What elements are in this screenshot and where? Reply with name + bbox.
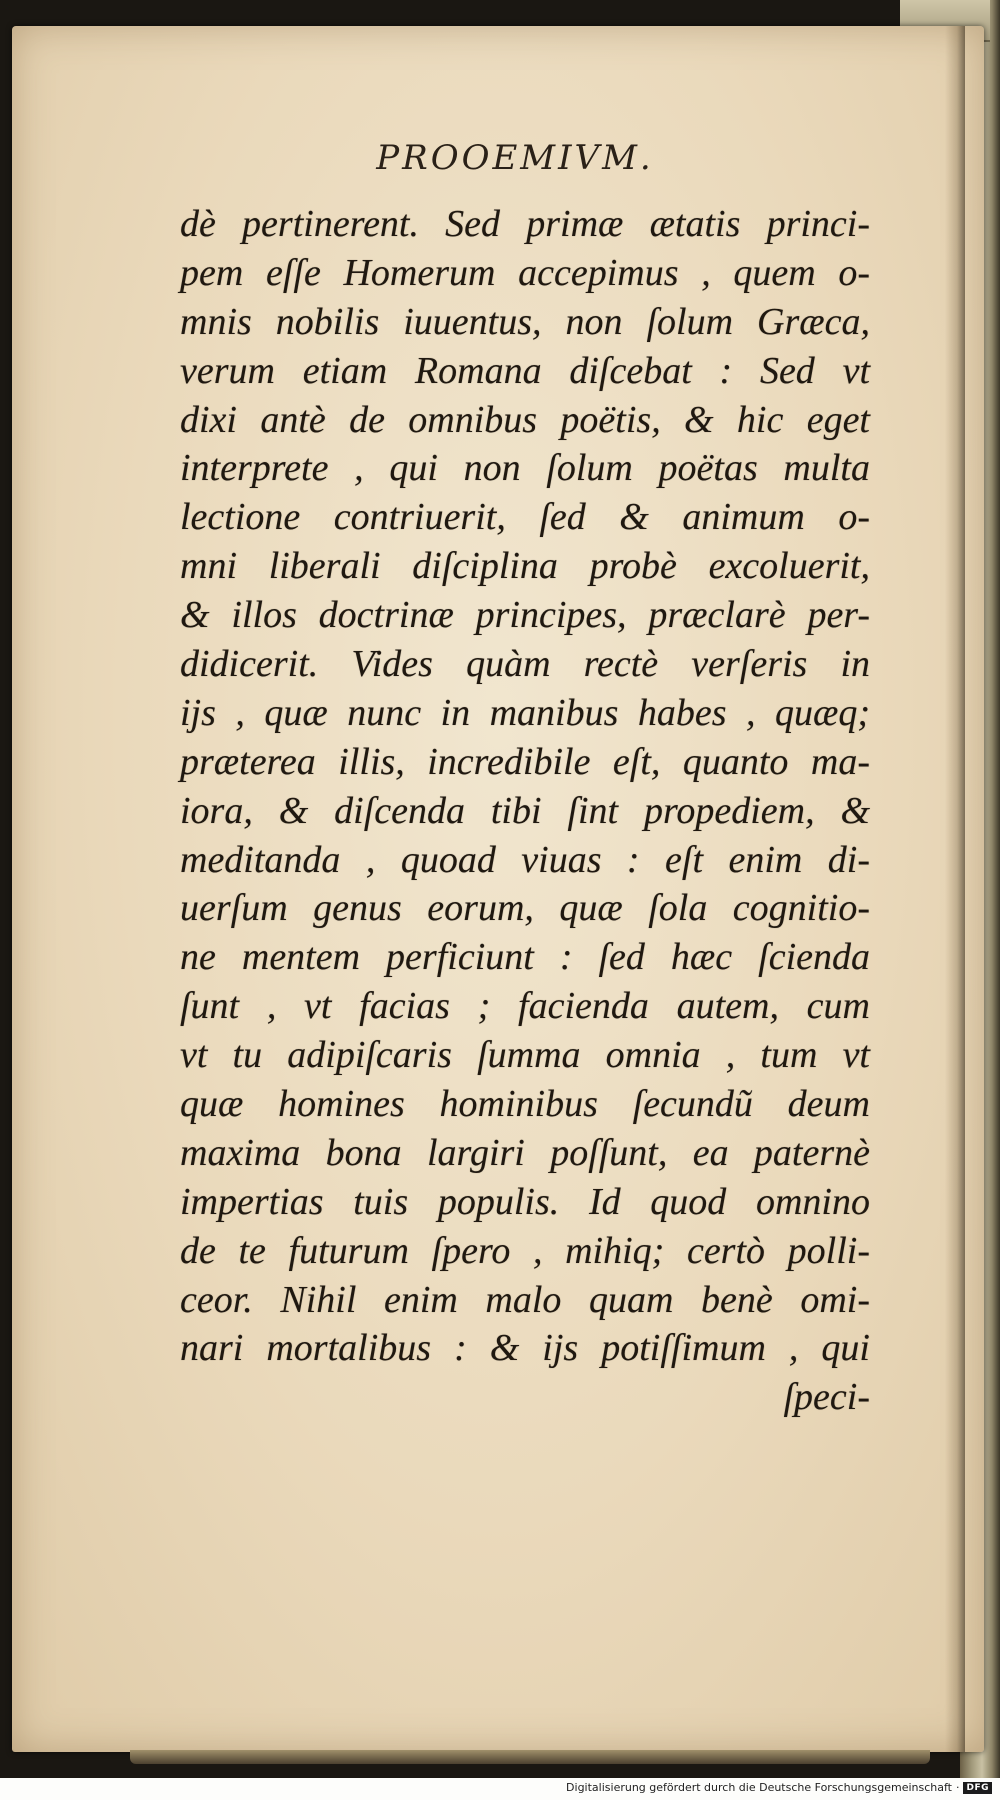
- body-text-block: [180, 200, 870, 1422]
- digitization-credit: [566, 1781, 992, 1794]
- catchword: ſpeci-: [783, 1376, 870, 1419]
- text-line: mni liberali diſciplina probè excoluerit,: [180, 545, 870, 588]
- running-header-text: PROOEMIVM.: [376, 138, 654, 178]
- running-header: [0, 138, 1000, 178]
- text-line: uerſum genus eorum, quæ ſola cognitio-: [180, 887, 870, 930]
- text-line: mnis nobilis iuuentus, non ſolum Græca,: [180, 300, 870, 343]
- text-line: impertias tuis populis. Id quod omnino: [180, 1180, 870, 1223]
- page-shadow: [945, 26, 965, 1752]
- text-line: lectione contriuerit, ſed & animum o-: [180, 496, 870, 539]
- text-line: iora, & diſcenda tibi ſint propediem, &: [180, 789, 870, 832]
- credit-text: Digitalisierung gefördert durch die Deutsche Forschungsgemeinschaft: [566, 1781, 952, 1794]
- text-line: nari mortalibus : & ijs potiſſimum , qui: [180, 1327, 870, 1370]
- text-line: didicerit. Vides quàm rectè verſeris in: [180, 643, 870, 686]
- text-line: de te futurum ſpero , mihiq; certò polli-: [180, 1229, 870, 1272]
- text-line: dè pertinerent. Sed primæ ætatis princi-: [180, 203, 870, 245]
- text-line: ijs , quæ nunc in manibus habes , quæq;: [180, 691, 870, 734]
- text-line: ſunt , vt facias ; facienda autem, cum: [180, 985, 870, 1028]
- text-line: quæ homines hominibus ſecundũ deum: [180, 1083, 870, 1126]
- text-line: interprete , qui non ſolum poëtas multa: [180, 447, 870, 490]
- page-bottom-edge: [130, 1750, 930, 1764]
- text-line: & illos doctrinæ principes, præclarè per-: [180, 594, 870, 637]
- dfg-logo-icon: DFG: [963, 1782, 992, 1794]
- credit-separator: ·: [955, 1781, 960, 1794]
- text-line: ne mentem perficiunt : ſed hæc ſcienda: [180, 936, 870, 979]
- text-line: pem eſſe Homerum accepimus , quem o-: [180, 251, 870, 294]
- text-line: ceor. Nihil enim malo quam benè omi-: [180, 1278, 870, 1321]
- text-line: verum etiam Romana diſcebat : Sed vt: [180, 349, 870, 392]
- text-line: meditanda , quoad viuas : eſt enim di-: [180, 838, 870, 881]
- text-line: dixi antè de omnibus poëtis, & hic eget: [180, 398, 870, 441]
- text-line: vt tu adipiſcaris ſumma omnia , tum vt: [180, 1034, 870, 1077]
- text-line: maxima bona largiri poſſunt, ea paternè: [180, 1131, 870, 1174]
- text-line: præterea illis, incredibile eſt, quanto ma-: [180, 740, 870, 783]
